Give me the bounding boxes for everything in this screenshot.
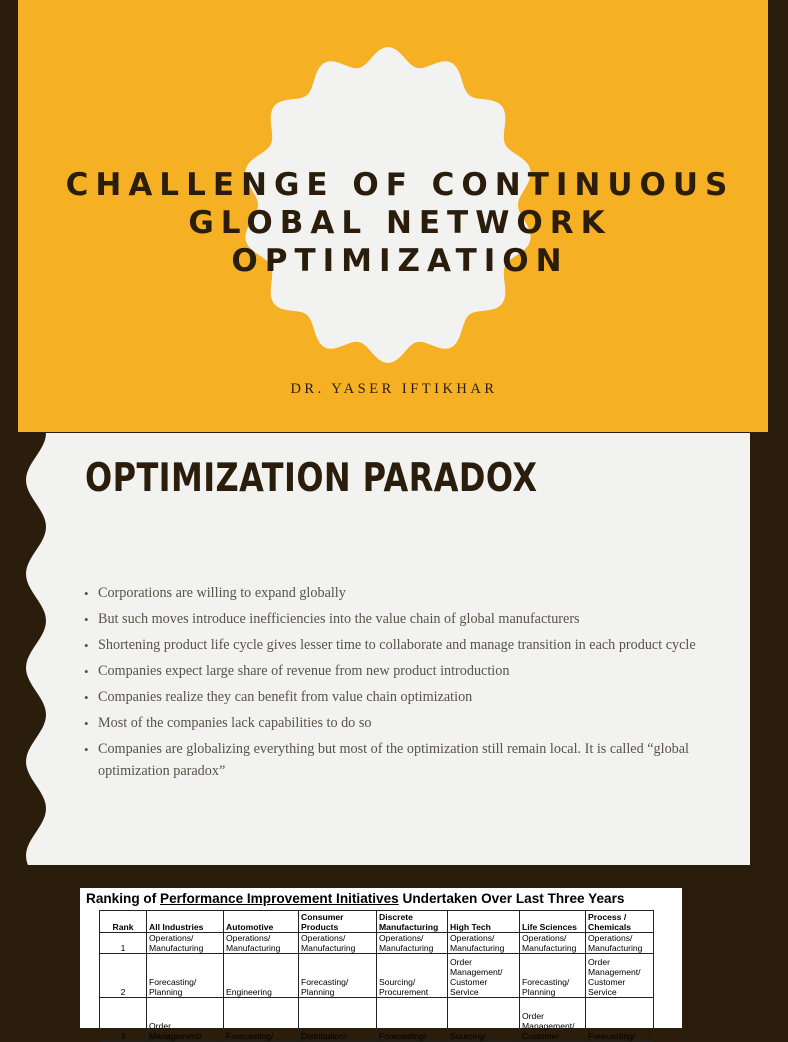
table-cell: Sourcing/ Procurement: [377, 954, 448, 998]
table-cell: Operations/ Manufacturing: [224, 933, 299, 954]
rank-cell: 3: [100, 998, 147, 1042]
table-cell: Order Management/ Customer Service: [586, 954, 654, 998]
table-cell: Engineering: [224, 954, 299, 998]
ranking-table-image: [80, 888, 682, 1041]
optimization-paradox-slide: [0, 433, 768, 865]
bullet-item: • Companies are globalizing everything but most of the optimization still remain local. It is called “global optimization paradox”: [84, 739, 714, 782]
rank-cell: 2: [100, 954, 147, 998]
bullet-item: • Most of the companies lack capabilities to do so: [84, 713, 714, 735]
table-row: [100, 954, 654, 998]
bullet-list: [84, 583, 714, 787]
table-cell: Forecasting/ Planning: [147, 954, 224, 998]
header-cell: Life Sciences: [520, 911, 586, 933]
bullet-item: • Companies realize they can benefit from value chain optimization: [84, 687, 714, 709]
table-cell: Forecasting/: [586, 998, 654, 1042]
table-row: [100, 933, 654, 954]
header-cell: Discrete Manufacturing: [377, 911, 448, 933]
ranking-table: [99, 910, 654, 1042]
caption-suffix: Undertaken Over Last Three Years: [398, 891, 625, 906]
table-cell: Operations/ Manufacturing: [147, 933, 224, 954]
table-cell: Order Management/: [147, 998, 224, 1042]
table-row: [100, 998, 654, 1042]
table-cell: Forecasting/: [224, 998, 299, 1042]
bullet-item: • Shortening product life cycle gives lesser time to collaborate and manage transition in each product cycle: [84, 635, 714, 657]
title-slide: [0, 0, 768, 432]
left-accent-bar: [0, 0, 18, 432]
caption-prefix: Ranking of: [86, 891, 161, 906]
title-line-2: GLOBAL NETWORK OPTIMIZATION: [188, 205, 612, 279]
title-line-1: CHALLENGE OF CONTINUOUS: [65, 167, 735, 203]
bullet-item: • But such moves introduce inefficiencies into the value chain of global manufacturers: [84, 609, 714, 631]
bullet-item: • Corporations are willing to expand globally: [84, 583, 714, 605]
author-name: DR. YASER IFTIKHAR: [290, 381, 498, 397]
rank-cell: 1: [100, 933, 147, 954]
table-cell: Forecasting/: [377, 998, 448, 1042]
table-cell: Order Management/ Customer Service: [448, 954, 520, 998]
header-cell: High Tech: [448, 911, 520, 933]
header-cell: Automotive: [224, 911, 299, 933]
table-cell: Operations/ Manufacturing: [299, 933, 377, 954]
table-cell: Forecasting/ Planning: [299, 954, 377, 998]
table-cell: Operations/ Manufacturing: [520, 933, 586, 954]
header-cell: Consumer Products: [299, 911, 377, 933]
table-cell: Operations/ Manufacturing: [586, 933, 654, 954]
header-cell: Rank: [100, 911, 147, 933]
table-cell: Operations/ Manufacturing: [448, 933, 520, 954]
slide-heading: OPTIMIZATION PARADOX: [85, 456, 538, 501]
header-cell: Process / Chemicals: [586, 911, 654, 933]
table-cell: Operations/ Manufacturing: [377, 933, 448, 954]
table-cell: Order Management/ Customer: [520, 998, 586, 1042]
table-cell: Distribution/: [299, 998, 377, 1042]
header-cell: All Industries: [147, 911, 224, 933]
table-caption: [86, 891, 624, 906]
caption-underlined: Performance Improvement Initiatives: [160, 891, 399, 906]
bullet-item: • Companies expect large share of revenue from new product introduction: [84, 661, 714, 683]
table-cell: Forecasting/ Planning: [520, 954, 586, 998]
table-header-row: [100, 911, 654, 933]
presentation-title: [60, 166, 740, 280]
ranking-table-slide: [0, 866, 768, 1041]
table-cell: Sourcing/: [448, 998, 520, 1042]
